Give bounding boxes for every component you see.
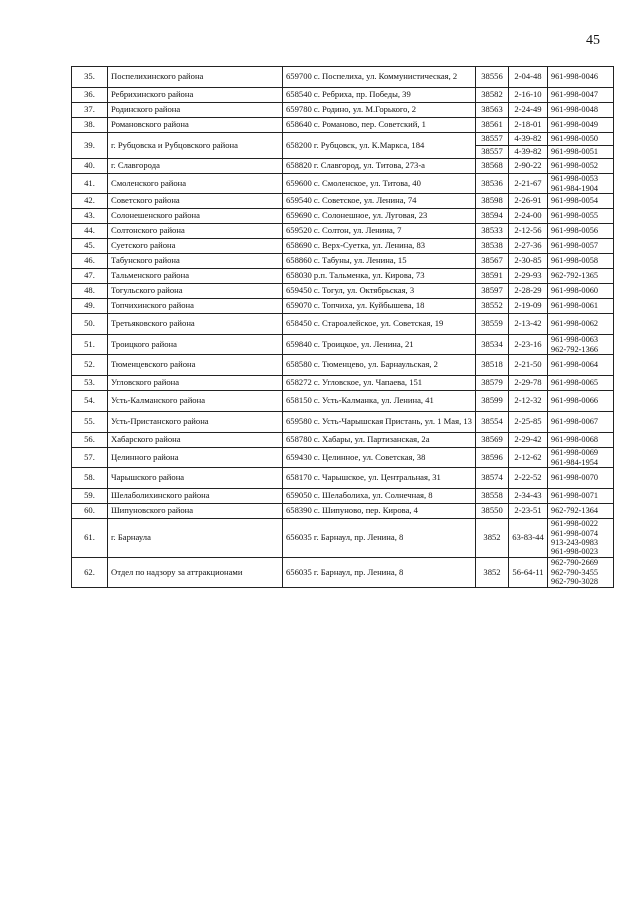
- phone-number: 2-34-43: [509, 489, 548, 504]
- mobile-numbers: [548, 489, 614, 504]
- office-address: 659700 с. Поспелиха, ул. Коммунистическая, 2: [283, 67, 476, 88]
- mobile-number: 961-998-0065: [551, 378, 599, 388]
- table-row: [72, 504, 614, 519]
- phone-number: 2-04-48: [509, 67, 548, 88]
- office-name: г. Рубцовска и Рубцовского района: [108, 133, 283, 159]
- office-address: 659450 с. Тогул, ул. Октябрьская, 3: [283, 284, 476, 299]
- mobile-numbers: [548, 314, 614, 335]
- office-name: Угловского района: [108, 376, 283, 391]
- table-row: [72, 269, 614, 284]
- table-row: [72, 299, 614, 314]
- area-code: 38550: [476, 504, 509, 519]
- office-address: 658860 с. Табуны, ул. Ленина, 15: [283, 254, 476, 269]
- mobile-number: 961-998-0046: [551, 72, 599, 82]
- office-address: 659540 с. Советское, ул. Ленина, 74: [283, 194, 476, 209]
- area-code: 38597: [476, 284, 509, 299]
- area-code: 38568: [476, 159, 509, 174]
- area-code: 38552: [476, 299, 509, 314]
- office-address: 658030 р.п. Тальменка, ул. Кирова, 73: [283, 269, 476, 284]
- table-row: [72, 159, 614, 174]
- office-name: Хабарского района: [108, 433, 283, 448]
- mobile-numbers: [548, 254, 614, 269]
- mobile-number: 962-792-1366: [551, 344, 599, 354]
- row-number: 48.: [72, 284, 108, 299]
- table-row: [72, 209, 614, 224]
- mobile-number: 961-998-0058: [551, 256, 599, 266]
- office-address: 658450 с. Староалейское, ул. Советская, 19: [283, 314, 476, 335]
- area-code: 38533: [476, 224, 509, 239]
- row-number: 49.: [72, 299, 108, 314]
- mobile-number: 961-998-0053: [551, 174, 599, 184]
- table-row: [72, 67, 614, 88]
- table-row: [72, 391, 614, 412]
- mobile-numbers: [548, 355, 614, 376]
- office-address: 659600 с. Смоленское, ул. Титова, 40: [283, 174, 476, 194]
- mobile-number: 961-998-0057: [551, 241, 599, 251]
- office-name: г. Барнаула: [108, 519, 283, 558]
- mobile-number: 961-998-0067: [551, 417, 599, 427]
- phone-number: 2-24-00: [509, 209, 548, 224]
- table-row: [72, 355, 614, 376]
- row-number: 54.: [72, 391, 108, 412]
- row-number: 42.: [72, 194, 108, 209]
- row-number: 57.: [72, 448, 108, 468]
- office-name: Топчихинского района: [108, 299, 283, 314]
- row-number: 60.: [72, 504, 108, 519]
- office-name: Целинного района: [108, 448, 283, 468]
- phone-number: 2-24-49: [509, 103, 548, 118]
- area-code: 38556: [476, 67, 509, 88]
- row-number: 37.: [72, 103, 108, 118]
- phone-number: 2-12-56: [509, 224, 548, 239]
- phone-number: 2-23-16: [509, 335, 548, 355]
- office-name: Родинского района: [108, 103, 283, 118]
- area-code: 38561: [476, 118, 509, 133]
- phone-number: 2-29-42: [509, 433, 548, 448]
- office-name: Ребрихинского района: [108, 88, 283, 103]
- table-row: [72, 489, 614, 504]
- table-row: [72, 103, 614, 118]
- row-number: 56.: [72, 433, 108, 448]
- mobile-number: 961-998-0070: [551, 473, 599, 483]
- table-row: [72, 88, 614, 103]
- area-code: 3852: [476, 558, 509, 588]
- phone-number: 2-18-01: [509, 118, 548, 133]
- area-code: 38558: [476, 489, 509, 504]
- office-address: 659070 с. Топчиха, ул. Куйбышева, 18: [283, 299, 476, 314]
- row-number: 59.: [72, 489, 108, 504]
- office-address: 659690 с. Солонешное, ул. Луговая, 23: [283, 209, 476, 224]
- area-code: 38591: [476, 269, 509, 284]
- area-code: 38534: [476, 335, 509, 355]
- table-row: [72, 118, 614, 133]
- phone-number: 2-23-51: [509, 504, 548, 519]
- office-name: Смоленского района: [108, 174, 283, 194]
- office-name: Тогульского района: [108, 284, 283, 299]
- row-number: 51.: [72, 335, 108, 355]
- mobile-number: 962-790-3455: [551, 567, 599, 577]
- mobile-numbers: [548, 67, 614, 88]
- phone-number: 2-26-91: [509, 194, 548, 209]
- office-name: Романовского района: [108, 118, 283, 133]
- area-code: 38598: [476, 194, 509, 209]
- row-number: 44.: [72, 224, 108, 239]
- table-row: [72, 433, 614, 448]
- phone-number: 4-39-82: [509, 146, 548, 159]
- table-row: [72, 314, 614, 335]
- office-name: Чарышского района: [108, 468, 283, 489]
- row-number: 39.: [72, 133, 108, 159]
- table-row: [72, 519, 614, 558]
- office-address: 658272 с. Угловское, ул. Чапаева, 151: [283, 376, 476, 391]
- office-name: Усть-Калманского района: [108, 391, 283, 412]
- area-code: 38579: [476, 376, 509, 391]
- row-number: 62.: [72, 558, 108, 588]
- table-row: [72, 239, 614, 254]
- phone-number: 63-83-44: [509, 519, 548, 558]
- row-number: 55.: [72, 412, 108, 433]
- office-name: Поспелихинского района: [108, 67, 283, 88]
- office-name: Советского района: [108, 194, 283, 209]
- phone-number: 56-64-11: [509, 558, 548, 588]
- mobile-number: 961-998-0061: [551, 301, 599, 311]
- area-code: 38557: [476, 146, 509, 159]
- table-row: [72, 224, 614, 239]
- office-address: 658580 с. Тюменцево, ул. Барнаульская, 2: [283, 355, 476, 376]
- office-name: г. Славгорода: [108, 159, 283, 174]
- mobile-number: 961-998-0054: [551, 196, 599, 206]
- mobile-number: 961-998-0049: [551, 120, 599, 130]
- office-address: 658200 г. Рубцовск, ул. К.Маркса, 184: [283, 133, 476, 159]
- area-code: 38599: [476, 391, 509, 412]
- office-address: 658150 с. Усть-Калманка, ул. Ленина, 41: [283, 391, 476, 412]
- mobile-numbers: [548, 239, 614, 254]
- area-code: 38596: [476, 448, 509, 468]
- office-name: Отдел по надзору за аттракционами: [108, 558, 283, 588]
- mobile-numbers: [548, 269, 614, 284]
- mobile-numbers: [548, 174, 614, 194]
- office-name: Тальменского района: [108, 269, 283, 284]
- contacts-table: [71, 66, 614, 588]
- mobile-number: 962-790-3028: [551, 576, 599, 586]
- mobile-numbers: [548, 159, 614, 174]
- mobile-numbers: [548, 468, 614, 489]
- mobile-number: 961-998-0022: [551, 519, 599, 529]
- mobile-number: 961-998-0069: [551, 448, 599, 458]
- phone-number: 2-29-93: [509, 269, 548, 284]
- area-code: 3852: [476, 519, 509, 558]
- table-row: [72, 194, 614, 209]
- mobile-number: 962-790-2669: [551, 558, 599, 568]
- row-number: 45.: [72, 239, 108, 254]
- office-address: 659520 с. Солтон, ул. Ленина, 7: [283, 224, 476, 239]
- mobile-number: 961-984-1904: [551, 183, 599, 193]
- area-code: 38557: [476, 133, 509, 146]
- row-number: 36.: [72, 88, 108, 103]
- mobile-numbers: [548, 118, 614, 133]
- mobile-number: 961-998-0062: [551, 319, 599, 329]
- row-number: 58.: [72, 468, 108, 489]
- office-address: 658170 с. Чарышское, ул. Центральная, 31: [283, 468, 476, 489]
- phone-number: 2-27-36: [509, 239, 548, 254]
- mobile-number: 961-998-0055: [551, 211, 599, 221]
- area-code: 38559: [476, 314, 509, 335]
- row-number: 43.: [72, 209, 108, 224]
- row-number: 46.: [72, 254, 108, 269]
- mobile-number: 961-998-0068: [551, 435, 599, 445]
- area-code: 38536: [476, 174, 509, 194]
- office-address: 658820 г. Славгород, ул. Титова, 273-а: [283, 159, 476, 174]
- mobile-numbers: [548, 88, 614, 103]
- row-number: 41.: [72, 174, 108, 194]
- mobile-number: 962-792-1364: [551, 506, 599, 516]
- mobile-number: 961-998-0066: [551, 396, 599, 406]
- mobile-numbers: [548, 284, 614, 299]
- office-address: 659050 с. Шелаболиха, ул. Солнечная, 8: [283, 489, 476, 504]
- phone-number: 2-28-29: [509, 284, 548, 299]
- row-number: 52.: [72, 355, 108, 376]
- mobile-number: 961-998-0060: [551, 286, 599, 296]
- mobile-number: 961-998-0064: [551, 360, 599, 370]
- row-number: 61.: [72, 519, 108, 558]
- area-code: 38538: [476, 239, 509, 254]
- row-number: 40.: [72, 159, 108, 174]
- row-number: 50.: [72, 314, 108, 335]
- mobile-numbers: [548, 519, 614, 558]
- row-number: 53.: [72, 376, 108, 391]
- row-number: 35.: [72, 67, 108, 88]
- office-name: Тюменцевского района: [108, 355, 283, 376]
- mobile-number: 961-998-0056: [551, 226, 599, 236]
- phone-number: 2-16-10: [509, 88, 548, 103]
- mobile-numbers: [548, 194, 614, 209]
- table-row: [72, 448, 614, 468]
- mobile-numbers: [548, 448, 614, 468]
- area-code: 38554: [476, 412, 509, 433]
- mobile-number: 961-998-0048: [551, 105, 599, 115]
- table-row: [72, 133, 614, 146]
- mobile-numbers: [548, 504, 614, 519]
- office-name: Третьяковского района: [108, 314, 283, 335]
- table-row: [72, 412, 614, 433]
- office-address: 656035 г. Барнаул, пр. Ленина, 8: [283, 558, 476, 588]
- row-number: 38.: [72, 118, 108, 133]
- office-address: 658690 с. Верх-Суетка, ул. Ленина, 83: [283, 239, 476, 254]
- office-name: Троицкого района: [108, 335, 283, 355]
- office-address: 659580 с. Усть-Чарышская Пристань, ул. 1 Мая, 13: [283, 412, 476, 433]
- area-code: 38594: [476, 209, 509, 224]
- mobile-number: 961-998-0071: [551, 491, 599, 501]
- contacts-table-body: [72, 67, 614, 588]
- mobile-numbers: [548, 558, 614, 588]
- table-row: [72, 558, 614, 588]
- mobile-number: 962-792-1365: [551, 271, 599, 281]
- phone-number: 2-13-42: [509, 314, 548, 335]
- mobile-number: 961-998-0052: [551, 161, 599, 171]
- office-name: Усть-Пристанского района: [108, 412, 283, 433]
- phone-number: 2-29-78: [509, 376, 548, 391]
- phone-number: 2-90-22: [509, 159, 548, 174]
- mobile-number: 961-998-0051: [548, 146, 614, 159]
- table-row: [72, 468, 614, 489]
- mobile-numbers: [548, 224, 614, 239]
- office-name: Суетского района: [108, 239, 283, 254]
- mobile-numbers: [548, 299, 614, 314]
- mobile-number: 961-998-0047: [551, 90, 599, 100]
- office-address: 658540 с. Ребриха, пр. Победы, 39: [283, 88, 476, 103]
- phone-number: 2-25-85: [509, 412, 548, 433]
- area-code: 38563: [476, 103, 509, 118]
- mobile-numbers: [548, 433, 614, 448]
- office-address: 659430 с. Целинное, ул. Советская, 38: [283, 448, 476, 468]
- office-address: 658640 с. Романово, пер. Советский, 1: [283, 118, 476, 133]
- phone-number: 4-39-82: [509, 133, 548, 146]
- mobile-number: 961-998-0050: [548, 133, 614, 146]
- mobile-number: 961-998-0023: [551, 547, 599, 557]
- table-row: [72, 335, 614, 355]
- table-row: [72, 376, 614, 391]
- mobile-numbers: [548, 376, 614, 391]
- office-name: Шелаболихинского района: [108, 489, 283, 504]
- phone-number: 2-12-62: [509, 448, 548, 468]
- mobile-numbers: [548, 412, 614, 433]
- mobile-number: 913-243-0983: [551, 538, 599, 547]
- office-name: Табунского района: [108, 254, 283, 269]
- table-row: [72, 174, 614, 194]
- area-code: 38569: [476, 433, 509, 448]
- area-code: 38567: [476, 254, 509, 269]
- table-row: [72, 284, 614, 299]
- mobile-number: 961-984-1954: [551, 457, 599, 467]
- mobile-number: 961-998-0074: [551, 528, 599, 538]
- area-code: 38574: [476, 468, 509, 489]
- mobile-numbers: [548, 209, 614, 224]
- table-row: [72, 254, 614, 269]
- phone-number: 2-21-67: [509, 174, 548, 194]
- mobile-numbers: [548, 103, 614, 118]
- phone-number: 2-19-09: [509, 299, 548, 314]
- office-address: 659840 с. Троицкое, ул. Ленина, 21: [283, 335, 476, 355]
- mobile-number: 961-998-0063: [551, 335, 599, 345]
- phone-number: 2-30-85: [509, 254, 548, 269]
- office-address: 659780 с. Родино, ул. М.Горького, 2: [283, 103, 476, 118]
- area-code: 38518: [476, 355, 509, 376]
- office-address: 658780 с. Хабары, ул. Партизанская, 2а: [283, 433, 476, 448]
- office-name: Солтонского района: [108, 224, 283, 239]
- area-code: 38582: [476, 88, 509, 103]
- phone-number: 2-22-52: [509, 468, 548, 489]
- office-name: Солонешенского района: [108, 209, 283, 224]
- phone-number: 2-21-50: [509, 355, 548, 376]
- mobile-numbers: [548, 391, 614, 412]
- page-number: 45: [586, 33, 600, 48]
- office-address: 656035 г. Барнаул, пр. Ленина, 8: [283, 519, 476, 558]
- mobile-numbers: [548, 335, 614, 355]
- row-number: 47.: [72, 269, 108, 284]
- office-address: 658390 с. Шипуново, пер. Кирова, 4: [283, 504, 476, 519]
- phone-number: 2-12-32: [509, 391, 548, 412]
- office-name: Шипуновского района: [108, 504, 283, 519]
